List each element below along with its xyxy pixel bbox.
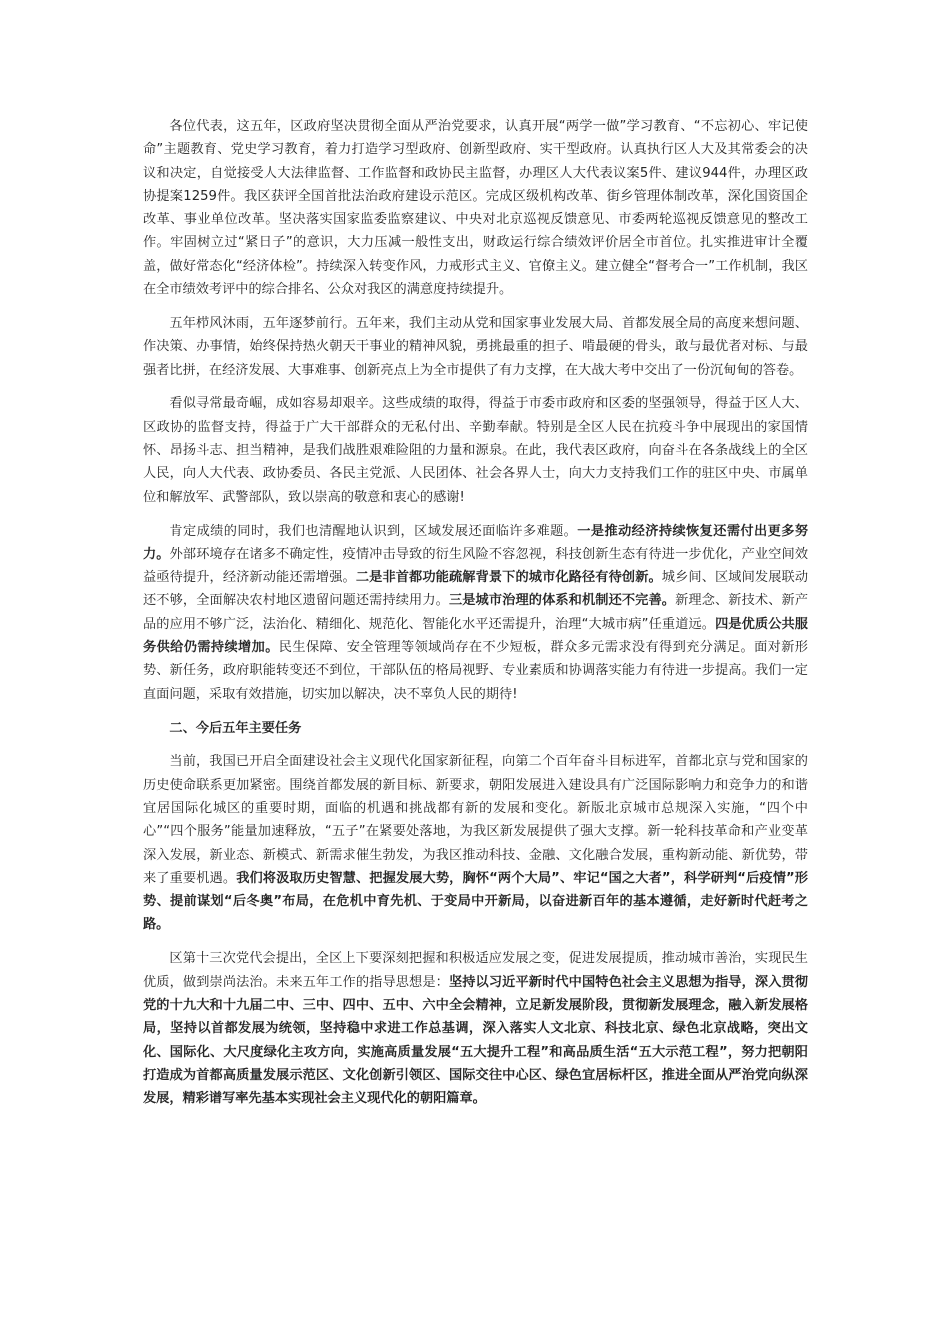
paragraph-3-text: 看似寻常最奇崛，成如容易却艰辛。这些成绩的取得，得益于市委市政府和区委的坚强领导，得益于区人大、区政协的监督支持，得益于广大干部群众的无私付出、辛勤奉献。特别是全区人民在抗疫斗争中展现出的家国情怀、昂扬斗志、担当精神，是我们战胜艰难险阻的力量和源泉。在此，我代表区政府，向奋斗在各条战线上的全区人民，向人大代表、政协委员、各民主党派、人民团体、社会各界人士，向大力支持我们工作的驻区中央、市属单位和解放军、武警部队，致以崇高的敬意和衷心的感谢! xyxy=(143,396,808,505)
paragraph-4-run-3: 外部环境存在诸多不确定性，疫情冲击导致的衍生风险不容忽视，科技创新生态有待进一步优化，产业空间效益亟待提升，经济新动能还需增强。 xyxy=(143,546,809,586)
paragraph-4-run-1: 肯定成绩的同时，我们也清醒地认识到，区域发展还面临许多难题。 xyxy=(169,523,578,539)
paragraph-2 xyxy=(143,312,808,382)
paragraph-5-emphasis: 我们将汲取历史智慧、把握发展大势，胸怀“两个大局”、牢记“国之大者”，科学研判“后疫情”形势、提前谋划“后冬奥”布局，在危机中育先机、于变局中开新局，以奋进新百年的基本遵循，走好新时代赶考之路。 xyxy=(143,870,808,933)
paragraph-4-run-5: 城乡间、区域间发展联动还不够，全面解决农村地区遗留问题还需持续用力。 xyxy=(143,570,809,609)
paragraph-6 xyxy=(143,947,808,1110)
paragraph-2-text: 五年栉风沐雨，五年逐梦前行。五年来，我们主动从党和国家事业发展大局、首都发展全局的高度来想问题、作决策、办事情，始终保持热火朝天干事业的精神风貌，勇挑最重的担子、啃最硬的骨头，敢与最优者对标、与最强者比拼，在经济发展、大事难事、创新亮点上为全市提供了有力支撑，在大战大考中交出了一份沉甸甸的答卷。 xyxy=(143,315,808,378)
paragraph-1-text: 各位代表，这五年，区政府坚决贯彻全面从严治党要求，认真开展“两学一做”学习教育、“不忘初心、牢记使命”主题教育、党史学习教育，着力打造学习型政府、创新型政府、实干型政府。认真执行区人大及其常委会的决议和决定，自觉接受人大法律监督、工作监督和政协民主监督，办理区人大代表议案5件、建议944件，办理区政协提案1259件。我区获评全国首批法治政府建设示范区。完成区级机构改革、街乡管理体制改革，深化国资国企改革、事业单位改革。坚决落实国家监委监察建议、中央对北京巡视反馈意见、市委两轮巡视反馈意见的整改工作。牢固树立过“紧日子”的意识，大力压减一般性支出，财政运行综合绩效评价居全市首位。扎实推进审计全覆盖，做好常态化“经济体检”。持续深入转变作风，力戒形式主义、官僚主义。建立健全“督考合一”工作机制，我区在全市绩效考评中的综合排名、公众对我区的满意度持续提升。 xyxy=(143,119,808,298)
document-body xyxy=(143,115,808,1121)
section-heading-text: 二、今后五年主要任务 xyxy=(169,720,302,736)
section-heading xyxy=(143,717,808,740)
paragraph-3 xyxy=(143,392,808,508)
paragraph-5 xyxy=(143,750,808,936)
paragraph-5-run-1: 当前，我国已开启全面建设社会主义现代化国家新征程，向第二个百年奋斗目标进军，首都北京与党和国家的历史使命联系更加紧密。围绕首都发展的新目标、新要求，朝阳发展进入建设具有广泛国际影响力和竞争力的和谐宜居国际化城区的重要时期，面临的机遇和挑战都有新的发展和变化。新版北京城市总规深入实施，“四个中心”“四个服务”能量加速释放，“五子”在紧要处落地，为我区新发展提供了强大支撑。新一轮科技革命和产业变革深入发展，新业态、新模式、新需求催生勃发，为我区推动科技、金融、文化融合发展，重构新动能、新优势，带来了重要机遇。 xyxy=(143,754,808,886)
paragraph-4-point-4: 四是优质公共服务供给仍需持续增加。 xyxy=(143,616,808,656)
paragraph-4-run-7: 新理念、新技术、新产品的应用不够广泛，法治化、精细化、规范化、智能化水平还需提升，治理“大城市病”任重道远。 xyxy=(143,593,809,632)
paragraph-1 xyxy=(143,115,808,301)
paragraph-4-point-1: 一是推动经济持续恢复还需付出更多努力。 xyxy=(143,523,809,562)
paragraph-6-guiding-thought: 坚持以习近平新时代中国特色社会主义思想为指导，深入贯彻党的十九大和十九届二中、三中、四中、五中、六中全会精神，立足新发展阶段，贯彻新发展理念，融入新发展格局，坚持以首都发展为统领，坚持稳中求进工作总基调，深入落实人文北京、科技北京、绿色北京战略，突出文化、国际化、大尺度绿化主攻方向，实施高质量发展“五大提升工程”和高品质生活“五大示范工程”，努力把朝阳打造成为首都高质量发展示范区、文化创新引领区、国际交往中心区、绿色宜居标杆区，推进全面从严治党向纵深发展，精彩谱写率先基本实现社会主义现代化的朝阳篇章。 xyxy=(143,974,808,1107)
paragraph-4-run-9: 民生保障、安全管理等领域尚存在不少短板，群众多元需求没有得到充分满足。面对新形势、新任务，政府职能转变还不到位，干部队伍的格局视野、专业素质和协调落实能力有待进一步提高。我们一定直面问题，采取有效措施，切实加以解决，决不辜负人民的期待! xyxy=(143,640,808,702)
paragraph-6-run-1: 区第十三次党代会提出，全区上下要深刻把握和积极适应发展之变，促进发展提质，推动城市善治，实现民生优质，做到崇尚法治。未来五年工作的指导思想是： xyxy=(143,951,808,990)
paragraph-4 xyxy=(143,520,808,706)
paragraph-4-point-3: 三是城市治理的体系和机制还不完善。 xyxy=(448,593,676,609)
paragraph-4-point-2: 二是非首都功能疏解背景下的城市化路径有待创新。 xyxy=(355,570,662,586)
